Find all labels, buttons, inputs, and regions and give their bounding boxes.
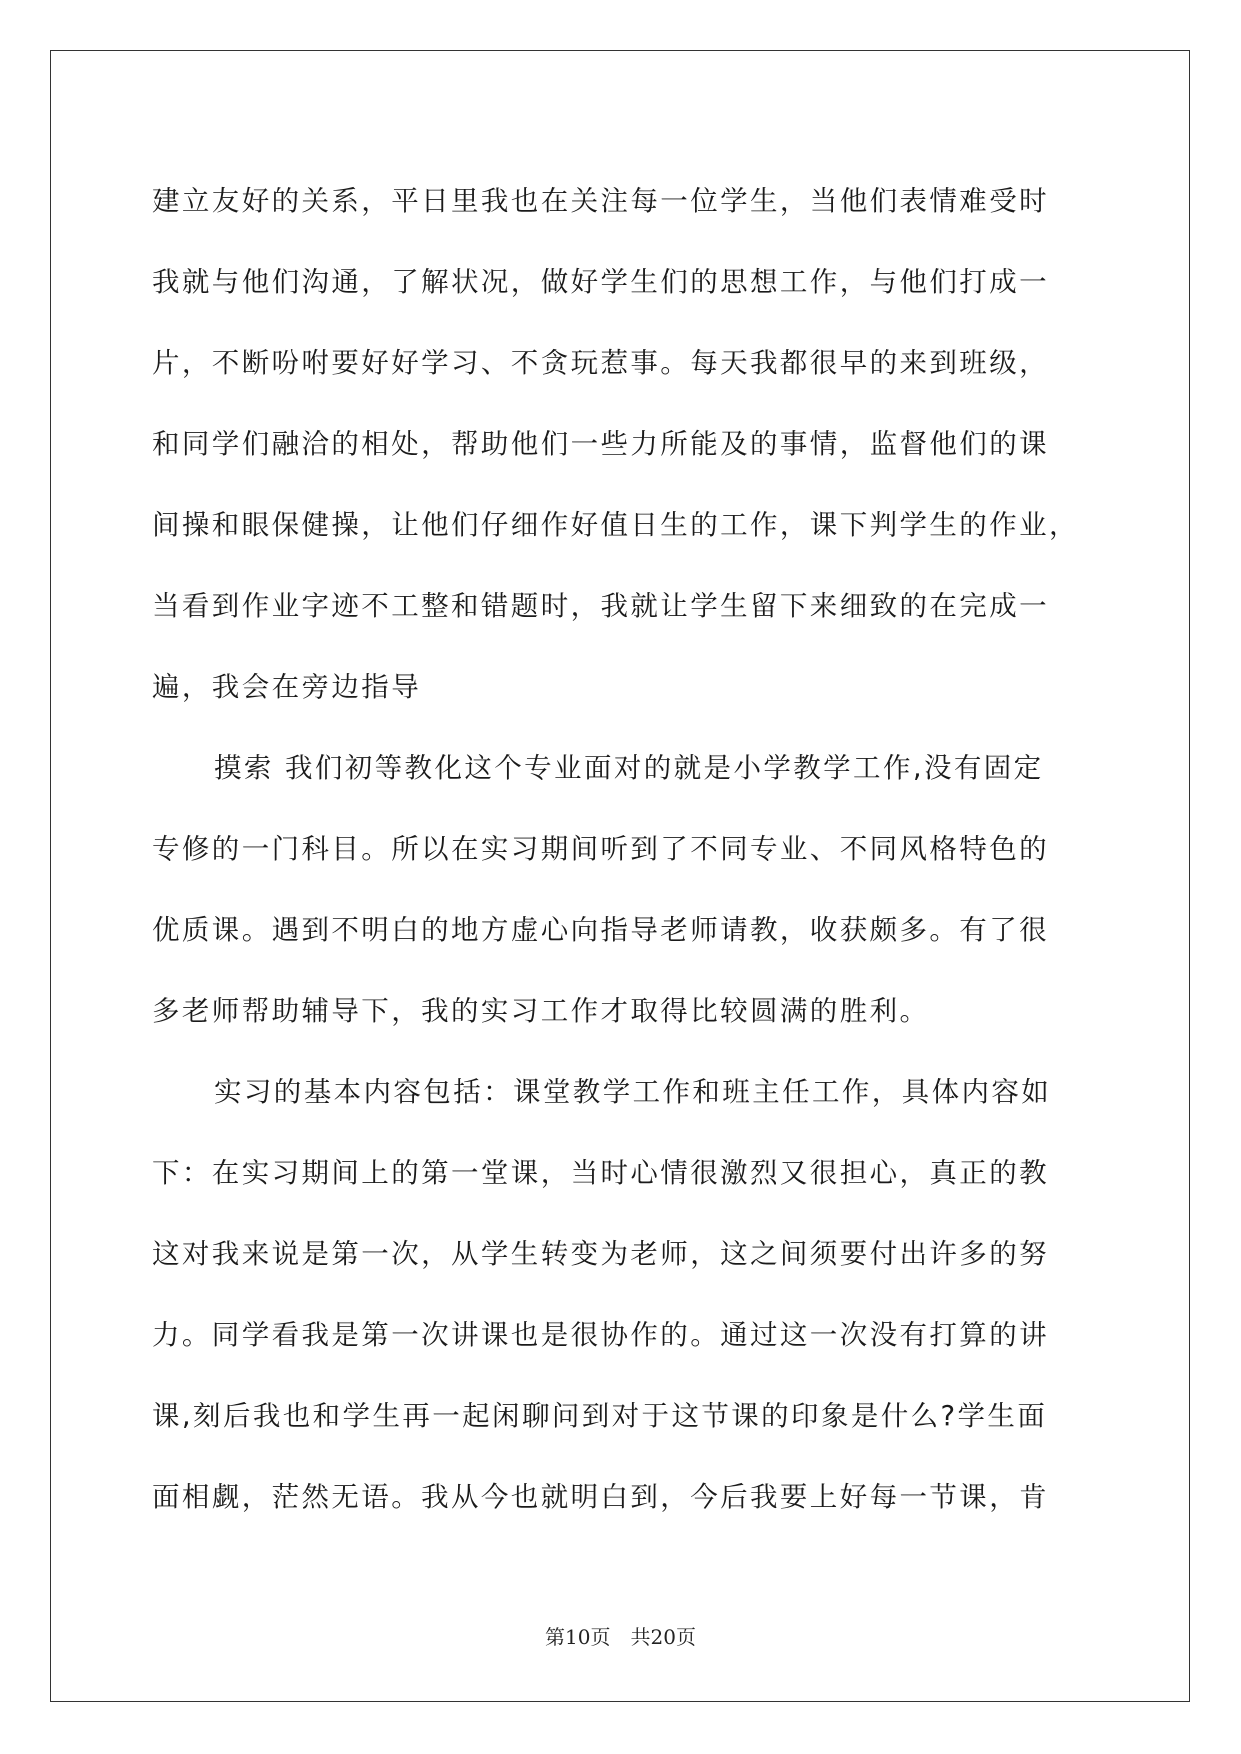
text-line: 这对我来说是第一次，从学生转变为老师，这之间须要付出许多的努	[152, 1238, 1049, 1270]
text-line: 我就与他们沟通，了解状况，做好学生们的思想工作，与他们打成一	[152, 266, 1049, 298]
text-line: 专修的一门科目。所以在实习期间听到了不同专业、不同风格特色的	[152, 833, 1049, 865]
text-line: 和同学们融洽的相处，帮助他们一些力所能及的事情，监督他们的课	[152, 428, 1049, 460]
text-line: 当看到作业字迹不工整和错题时，我就让学生留下来细致的在完成一	[152, 590, 1049, 622]
text-line: 下：在实习期间上的第一堂课，当时心情很激烈又很担心，真正的教	[152, 1157, 1049, 1189]
text-line: 优质课。遇到不明白的地方虚心向指导老师请教，收获颇多。有了很	[152, 914, 1049, 946]
page-number-footer: 第10页 共20页	[545, 1625, 696, 1649]
text-line: 遍，我会在旁边指导	[152, 671, 422, 703]
document-body	[152, 161, 1120, 1538]
text-line: 力。同学看我是第一次讲课也是很协作的。通过这一次没有打算的讲	[152, 1319, 1049, 1351]
text-line: 片，不断吩咐要好好学习、不贪玩惹事。每天我都很早的来到班级，	[152, 347, 1049, 379]
text-line: 多老师帮助辅导下，我的实习工作才取得比较圆满的胜利。	[152, 995, 930, 1027]
text-line: 课,刻后我也和学生再一起闲聊问到对于这节课的印象是什么?学生面	[152, 1400, 1048, 1432]
text-line: 建立友好的关系，平日里我也在关注每一位学生，当他们表情难受时	[152, 185, 1049, 217]
paragraph-start-line: 摸索 我们初等教化这个专业面对的就是小学教学工作,没有固定	[214, 752, 1044, 784]
text-line: 面相觑，茫然无语。我从今也就明白到，今后我要上好每一节课，肯	[152, 1481, 1049, 1513]
text-line: 间操和眼保健操，让他们仔细作好值日生的工作，课下判学生的作业，	[152, 509, 1079, 541]
paragraph-start-line: 实习的基本内容包括：课堂教学工作和班主任工作，具体内容如	[214, 1076, 1052, 1108]
